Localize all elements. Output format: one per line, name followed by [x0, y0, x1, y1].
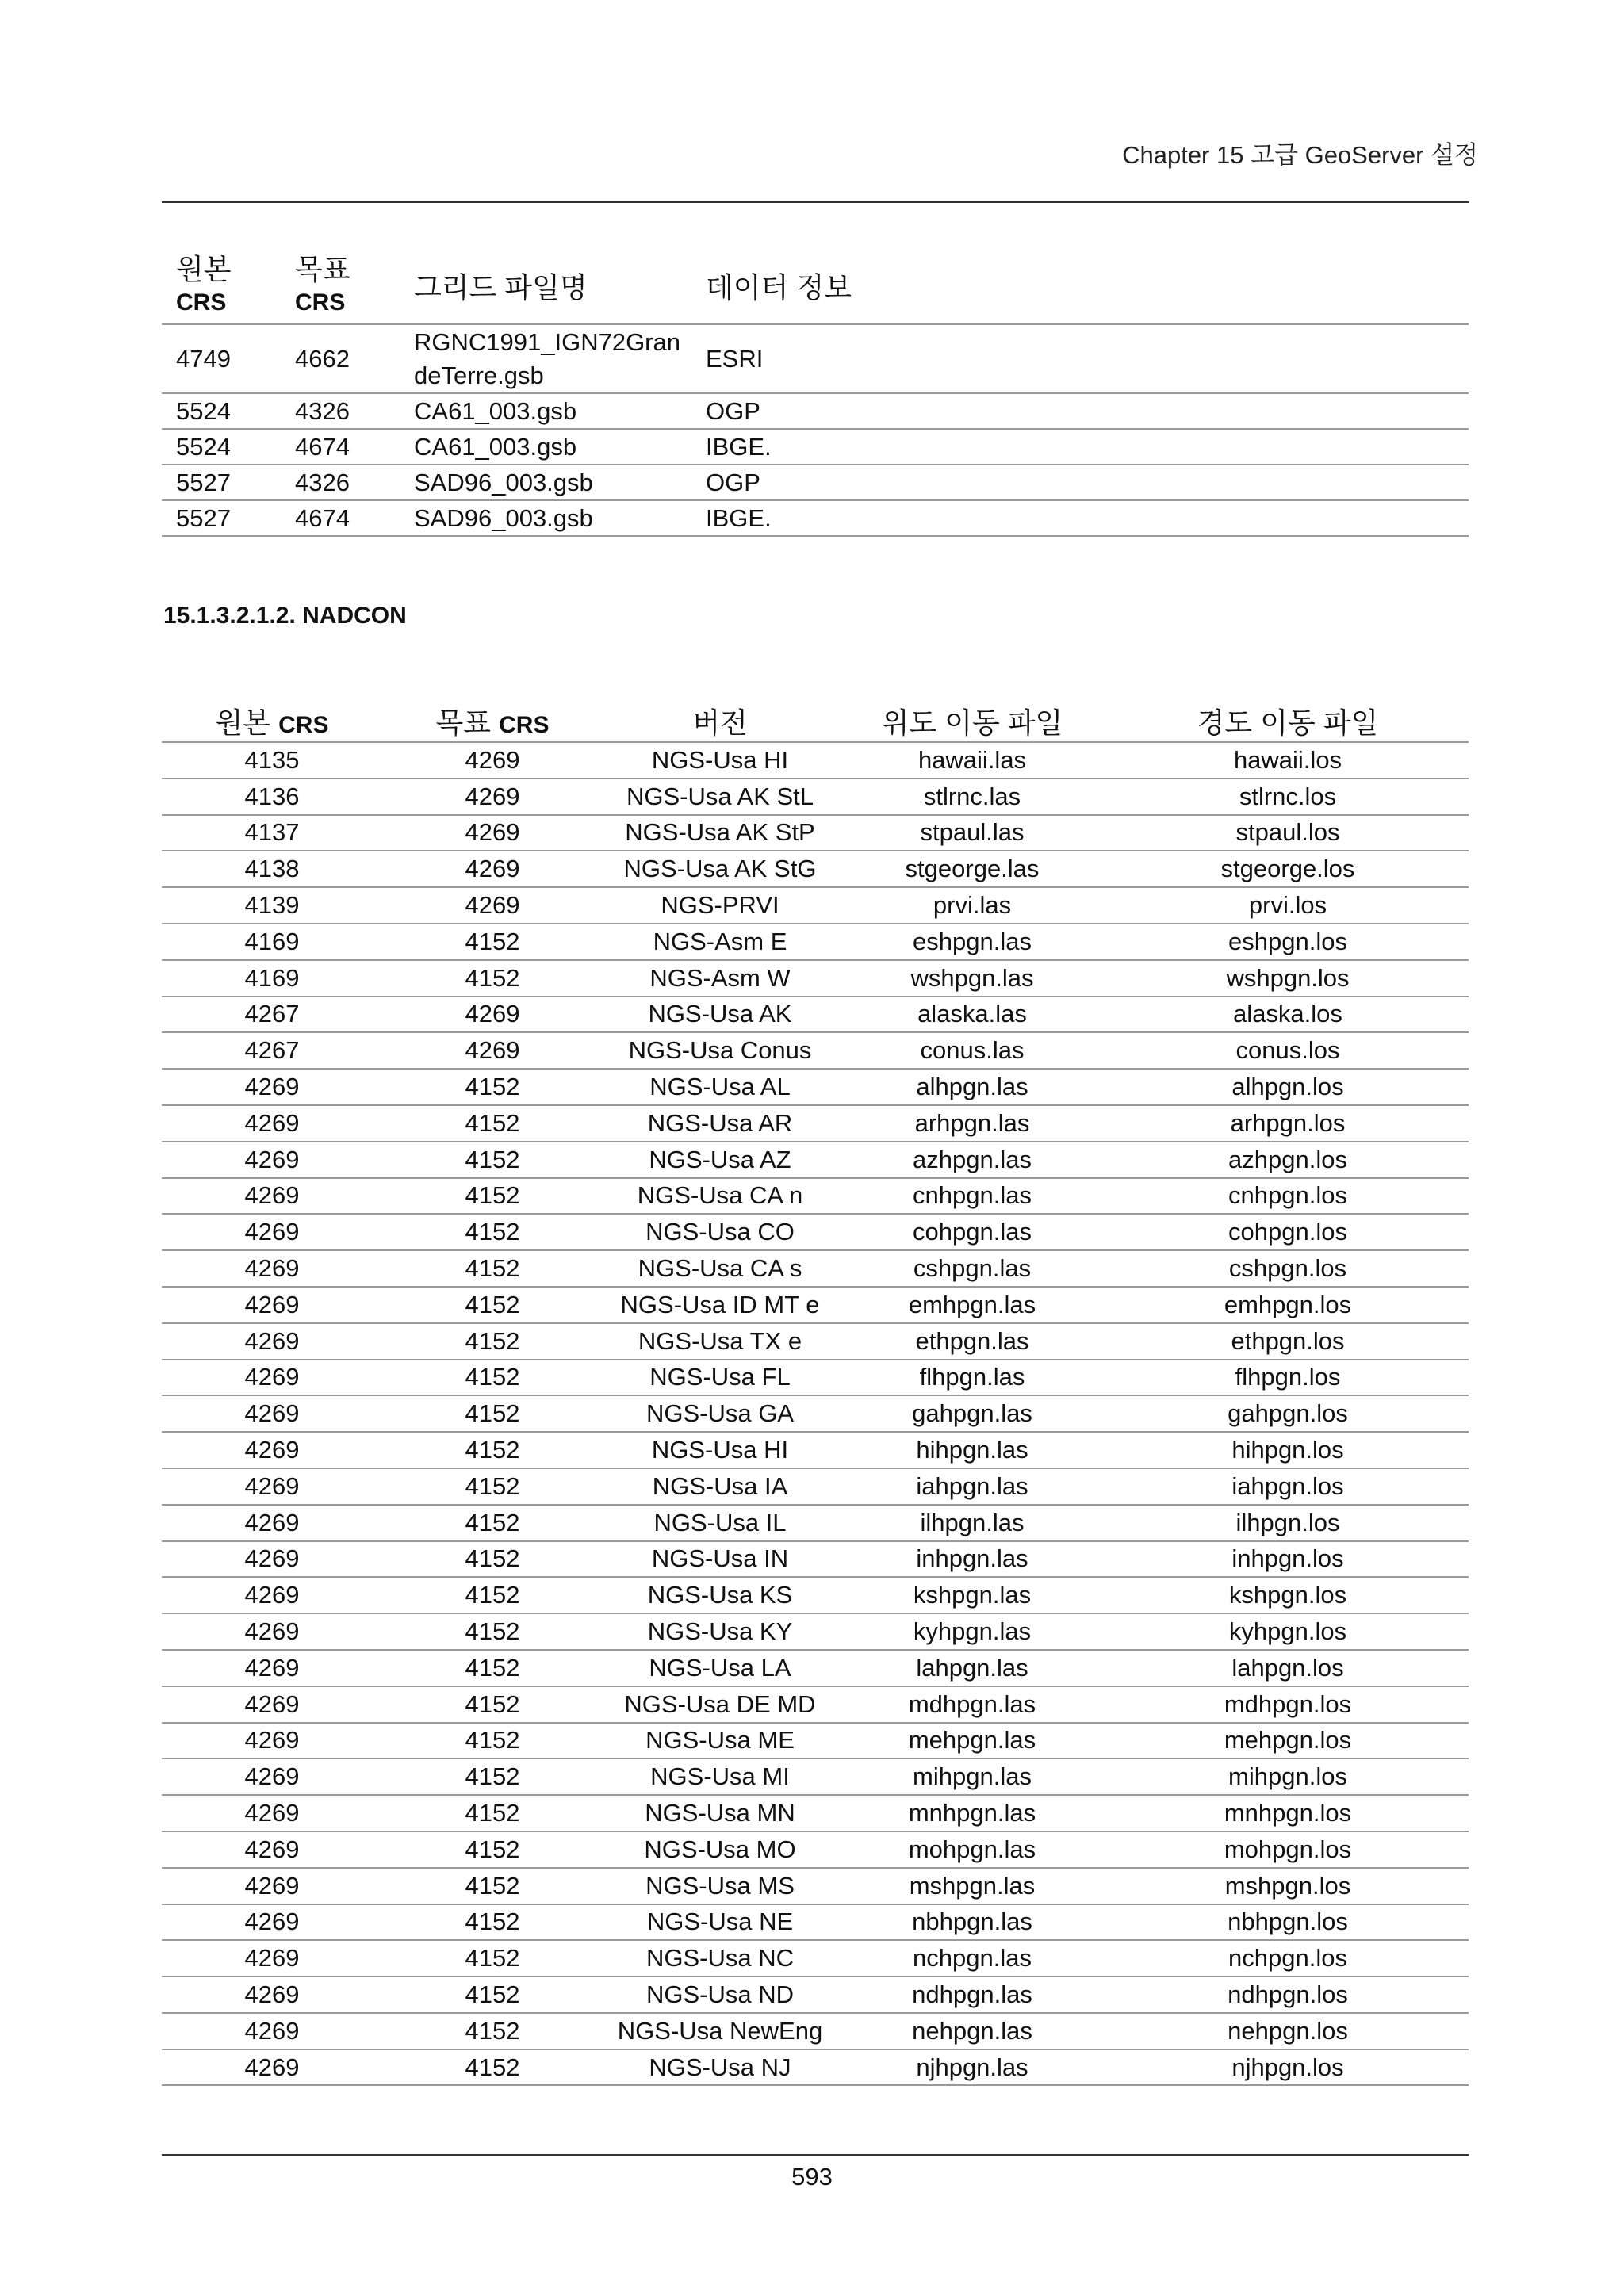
cell-lat-shift-file: stlrnc.las [837, 779, 1107, 815]
cell-lat-shift-file: nchpgn.las [837, 1940, 1107, 1976]
header-source-crs [162, 247, 281, 324]
cell-target-crs: 4269 [382, 997, 603, 1033]
table-row [162, 1904, 1469, 1941]
cell-target-crs: 4152 [382, 1831, 603, 1868]
cell-source-crs: 4138 [162, 851, 382, 887]
cell-source-crs: 4269 [162, 1940, 382, 1976]
table-row [162, 1178, 1469, 1215]
cell-source-crs: 4269 [162, 2013, 382, 2049]
cell-target-crs: 4152 [382, 1904, 603, 1941]
table-row [162, 1032, 1469, 1069]
cell-version: NGS-Usa HI [603, 1432, 837, 1468]
cell-lon-shift-file: mehpgn.los [1107, 1723, 1469, 1759]
cell-version: NGS-Usa AK StP [603, 815, 837, 851]
cell-version: NGS-Usa NE [603, 1904, 837, 1941]
cell-source-crs: 4269 [162, 1613, 382, 1650]
header-lon-shift-file: 경도 이동 파일 [1107, 701, 1469, 742]
header-target-crs-en: CRS [499, 712, 550, 738]
cell-target-crs: 4269 [382, 742, 603, 779]
cell-lat-shift-file: mehpgn.las [837, 1723, 1107, 1759]
cell-version: NGS-Usa NewEng [603, 2013, 837, 2049]
table-row [162, 1105, 1469, 1142]
cell-source-crs: 4269 [162, 1795, 382, 1831]
cell-target-crs: 4152 [382, 1142, 603, 1178]
cell-lat-shift-file: cohpgn.las [837, 1214, 1107, 1250]
cell-version: NGS-Usa HI [603, 742, 837, 779]
table-row [162, 1287, 1469, 1323]
cell-grid-filename: SAD96_003.gsb [400, 465, 691, 500]
header-target-crs-en: CRS [295, 289, 346, 316]
cell-lon-shift-file: kyhpgn.los [1107, 1613, 1469, 1650]
cell-lat-shift-file: cshpgn.las [837, 1250, 1107, 1287]
cell-target-crs: 4152 [382, 960, 603, 997]
cell-target-crs: 4152 [382, 1940, 603, 1976]
cell-target-crs: 4152 [382, 1795, 603, 1831]
cell-version: NGS-Usa MN [603, 1795, 837, 1831]
cell-source-crs: 4269 [162, 1178, 382, 1215]
cell-lon-shift-file: mdhpgn.los [1107, 1686, 1469, 1723]
table-row [162, 500, 1469, 536]
cell-version: NGS-Usa TX e [603, 1323, 837, 1360]
header-source-crs-en: CRS [176, 289, 227, 316]
cell-source-crs: 4267 [162, 997, 382, 1033]
cell-version: NGS-Usa AK StL [603, 779, 837, 815]
cell-lat-shift-file: njhpgn.las [837, 2049, 1107, 2086]
table-row [162, 1069, 1469, 1105]
cell-lat-shift-file: cnhpgn.las [837, 1178, 1107, 1215]
table-row [162, 1650, 1469, 1686]
cell-target-crs: 4662 [281, 324, 400, 393]
grid-table-header-row [162, 247, 1469, 324]
cell-data-info: IBGE. [691, 500, 1469, 536]
cell-grid-filename: CA61_003.gsb [400, 429, 691, 465]
cell-version: NGS-Usa AK StG [603, 851, 837, 887]
cell-source-crs: 4137 [162, 815, 382, 851]
cell-source-crs: 4269 [162, 1395, 382, 1432]
cell-lon-shift-file: iahpgn.los [1107, 1468, 1469, 1505]
table-row [162, 1940, 1469, 1976]
cell-target-crs: 4152 [382, 1758, 603, 1795]
header-lat-shift-file: 위도 이동 파일 [837, 701, 1107, 742]
cell-source-crs: 4269 [162, 1432, 382, 1468]
header-source-crs-ko: 원본 [176, 253, 232, 285]
cell-version: NGS-Usa AK [603, 997, 837, 1033]
cell-lat-shift-file: mnhpgn.las [837, 1795, 1107, 1831]
cell-source-crs: 4269 [162, 1323, 382, 1360]
cell-lat-shift-file: ndhpgn.las [837, 1976, 1107, 2013]
cell-data-info: ESRI [691, 324, 1469, 393]
cell-target-crs: 4152 [382, 1069, 603, 1105]
cell-lat-shift-file: mdhpgn.las [837, 1686, 1107, 1723]
table-row [162, 815, 1469, 851]
cell-target-crs: 4152 [382, 1541, 603, 1578]
cell-source-crs: 4269 [162, 1758, 382, 1795]
cell-target-crs: 4152 [382, 2013, 603, 2049]
cell-target-crs: 4152 [382, 1395, 603, 1432]
table-row [162, 1360, 1469, 1396]
cell-lat-shift-file: flhpgn.las [837, 1360, 1107, 1396]
cell-target-crs: 4269 [382, 887, 603, 924]
cell-version: NGS-Usa ME [603, 1723, 837, 1759]
header-source-crs-en: CRS [278, 712, 329, 738]
table-row [162, 429, 1469, 465]
cell-lon-shift-file: alaska.los [1107, 997, 1469, 1033]
cell-version: NGS-Usa MI [603, 1758, 837, 1795]
table-row [162, 2013, 1469, 2049]
cell-source-crs: 5527 [162, 465, 281, 500]
section-heading: 15.1.3.2.1.2. NADCON [163, 603, 407, 629]
cell-target-crs: 4269 [382, 851, 603, 887]
cell-target-crs: 4152 [382, 2049, 603, 2086]
cell-version: NGS-Usa CO [603, 1214, 837, 1250]
cell-source-crs: 4269 [162, 1360, 382, 1396]
cell-lat-shift-file: alaska.las [837, 997, 1107, 1033]
cell-lon-shift-file: eshpgn.los [1107, 924, 1469, 960]
header-target-crs [382, 701, 603, 742]
cell-lat-shift-file: ethpgn.las [837, 1323, 1107, 1360]
cell-lon-shift-file: wshpgn.los [1107, 960, 1469, 997]
cell-version: NGS-Asm E [603, 924, 837, 960]
cell-source-crs: 4269 [162, 2049, 382, 2086]
cell-source-crs: 4269 [162, 1541, 382, 1578]
table-row [162, 1468, 1469, 1505]
cell-target-crs: 4152 [382, 1723, 603, 1759]
cell-lon-shift-file: nbhpgn.los [1107, 1904, 1469, 1941]
cell-grid-filename: RGNC1991_IGN72Gran deTerre.gsb [400, 324, 691, 393]
cell-version: NGS-Usa GA [603, 1395, 837, 1432]
cell-lon-shift-file: ilhpgn.los [1107, 1505, 1469, 1541]
table-row [162, 1432, 1469, 1468]
cell-source-crs: 4269 [162, 1868, 382, 1904]
cell-target-crs: 4326 [281, 393, 400, 429]
cell-version: NGS-Usa IN [603, 1541, 837, 1578]
table-row [162, 1831, 1469, 1868]
cell-target-crs: 4152 [382, 1613, 603, 1650]
cell-source-crs: 4169 [162, 960, 382, 997]
table-row [162, 1395, 1469, 1432]
cell-lat-shift-file: eshpgn.las [837, 924, 1107, 960]
cell-lat-shift-file: nbhpgn.las [837, 1904, 1107, 1941]
cell-lon-shift-file: alhpgn.los [1107, 1069, 1469, 1105]
cell-lon-shift-file: emhpgn.los [1107, 1287, 1469, 1323]
cell-source-crs: 4267 [162, 1032, 382, 1069]
table-row [162, 1795, 1469, 1831]
cell-lon-shift-file: kshpgn.los [1107, 1577, 1469, 1613]
cell-target-crs: 4152 [382, 1868, 603, 1904]
cell-lat-shift-file: kyhpgn.las [837, 1613, 1107, 1650]
table-row [162, 1577, 1469, 1613]
table-row [162, 393, 1469, 429]
cell-lat-shift-file: emhpgn.las [837, 1287, 1107, 1323]
header-source-crs-ko: 원본 [215, 706, 271, 739]
cell-target-crs: 4152 [382, 1360, 603, 1396]
cell-lon-shift-file: stpaul.los [1107, 815, 1469, 851]
cell-data-info: OGP [691, 465, 1469, 500]
cell-lat-shift-file: gahpgn.las [837, 1395, 1107, 1432]
cell-lat-shift-file: iahpgn.las [837, 1468, 1107, 1505]
cell-grid-filename: CA61_003.gsb [400, 393, 691, 429]
cell-lon-shift-file: conus.los [1107, 1032, 1469, 1069]
cell-lat-shift-file: conus.las [837, 1032, 1107, 1069]
cell-lon-shift-file: nchpgn.los [1107, 1940, 1469, 1976]
cell-source-crs: 4269 [162, 1686, 382, 1723]
cell-lat-shift-file: ilhpgn.las [837, 1505, 1107, 1541]
table-row [162, 1214, 1469, 1250]
cell-source-crs: 4269 [162, 1214, 382, 1250]
cell-version: NGS-Usa LA [603, 1650, 837, 1686]
grid-file-table [162, 247, 1469, 537]
cell-target-crs: 4269 [382, 815, 603, 851]
cell-lat-shift-file: hawaii.las [837, 742, 1107, 779]
cell-source-crs: 4269 [162, 1468, 382, 1505]
cell-target-crs: 4152 [382, 1976, 603, 2013]
table-row [162, 1976, 1469, 2013]
cell-lon-shift-file: stgeorge.los [1107, 851, 1469, 887]
table-row [162, 324, 1469, 393]
cell-lon-shift-file: mohpgn.los [1107, 1831, 1469, 1868]
table-row [162, 960, 1469, 997]
cell-version: NGS-Usa Conus [603, 1032, 837, 1069]
cell-lon-shift-file: hihpgn.los [1107, 1432, 1469, 1468]
cell-lat-shift-file: hihpgn.las [837, 1432, 1107, 1468]
cell-lon-shift-file: lahpgn.los [1107, 1650, 1469, 1686]
cell-target-crs: 4152 [382, 1323, 603, 1360]
cell-lat-shift-file: alhpgn.las [837, 1069, 1107, 1105]
table-row [162, 1868, 1469, 1904]
cell-source-crs: 4269 [162, 1142, 382, 1178]
table-row [162, 465, 1469, 500]
cell-lon-shift-file: azhpgn.los [1107, 1142, 1469, 1178]
cell-data-info: OGP [691, 393, 1469, 429]
header-source-crs [162, 701, 382, 742]
cell-source-crs: 4749 [162, 324, 281, 393]
header-rule [162, 201, 1469, 203]
nadcon-table-body [162, 742, 1469, 2085]
cell-lat-shift-file: arhpgn.las [837, 1105, 1107, 1142]
cell-grid-filename: SAD96_003.gsb [400, 500, 691, 536]
table-row [162, 997, 1469, 1033]
cell-source-crs: 4269 [162, 1831, 382, 1868]
cell-version: NGS-Usa KY [603, 1613, 837, 1650]
table-row [162, 2049, 1469, 2086]
cell-lon-shift-file: cnhpgn.los [1107, 1178, 1469, 1215]
header-version: 버전 [603, 701, 837, 742]
cell-lon-shift-file: hawaii.los [1107, 742, 1469, 779]
cell-version: NGS-PRVI [603, 887, 837, 924]
cell-lon-shift-file: gahpgn.los [1107, 1395, 1469, 1432]
cell-target-crs: 4269 [382, 1032, 603, 1069]
table-row [162, 1142, 1469, 1178]
cell-lon-shift-file: ethpgn.los [1107, 1323, 1469, 1360]
table-row [162, 1505, 1469, 1541]
cell-version: NGS-Usa IL [603, 1505, 837, 1541]
cell-lat-shift-file: stpaul.las [837, 815, 1107, 851]
cell-target-crs: 4152 [382, 1287, 603, 1323]
cell-source-crs: 4269 [162, 1505, 382, 1541]
cell-version: NGS-Usa NC [603, 1940, 837, 1976]
cell-version: NGS-Usa CA n [603, 1178, 837, 1215]
cell-target-crs: 4269 [382, 779, 603, 815]
cell-lon-shift-file: mnhpgn.los [1107, 1795, 1469, 1831]
cell-target-crs: 4152 [382, 1214, 603, 1250]
cell-lon-shift-file: stlrnc.los [1107, 779, 1469, 815]
running-header: Chapter 15 고급 GeoServer 설정 [1122, 141, 1478, 169]
cell-target-crs: 4326 [281, 465, 400, 500]
cell-lat-shift-file: stgeorge.las [837, 851, 1107, 887]
table-row [162, 742, 1469, 779]
table-row [162, 851, 1469, 887]
table-row [162, 1613, 1469, 1650]
cell-target-crs: 4152 [382, 1105, 603, 1142]
cell-version: NGS-Usa ID MT e [603, 1287, 837, 1323]
cell-source-crs: 4269 [162, 1904, 382, 1941]
cell-source-crs: 4269 [162, 1250, 382, 1287]
cell-lat-shift-file: kshpgn.las [837, 1577, 1107, 1613]
nadcon-table-header-row [162, 701, 1469, 742]
cell-target-crs: 4152 [382, 1505, 603, 1541]
cell-version: NGS-Usa NJ [603, 2049, 837, 2086]
cell-lat-shift-file: inhpgn.las [837, 1541, 1107, 1578]
cell-lon-shift-file: arhpgn.los [1107, 1105, 1469, 1142]
cell-version: NGS-Usa FL [603, 1360, 837, 1396]
table-row [162, 1758, 1469, 1795]
cell-target-crs: 4152 [382, 1686, 603, 1723]
cell-target-crs: 4152 [382, 1250, 603, 1287]
cell-source-crs: 4269 [162, 1976, 382, 2013]
cell-lat-shift-file: prvi.las [837, 887, 1107, 924]
page-number: 593 [791, 2163, 833, 2191]
grid-table-body [162, 324, 1469, 536]
cell-target-crs: 4152 [382, 1577, 603, 1613]
table-row [162, 1686, 1469, 1723]
table-row [162, 1250, 1469, 1287]
cell-lat-shift-file: lahpgn.las [837, 1650, 1107, 1686]
cell-version: NGS-Usa CA s [603, 1250, 837, 1287]
cell-data-info: IBGE. [691, 429, 1469, 465]
header-target-crs-ko: 목표 [435, 706, 492, 739]
cell-source-crs: 4139 [162, 887, 382, 924]
cell-version: NGS-Usa IA [603, 1468, 837, 1505]
cell-source-crs: 4269 [162, 1723, 382, 1759]
cell-version: NGS-Usa KS [603, 1577, 837, 1613]
cell-lon-shift-file: cshpgn.los [1107, 1250, 1469, 1287]
cell-source-crs: 4269 [162, 1650, 382, 1686]
cell-lon-shift-file: mshpgn.los [1107, 1868, 1469, 1904]
cell-lon-shift-file: ndhpgn.los [1107, 1976, 1469, 2013]
cell-version: NGS-Usa MS [603, 1868, 837, 1904]
cell-target-crs: 4674 [281, 500, 400, 536]
cell-source-crs: 4135 [162, 742, 382, 779]
header-target-crs-ko: 목표 [295, 253, 350, 285]
cell-version: NGS-Usa AL [603, 1069, 837, 1105]
cell-source-crs: 4136 [162, 779, 382, 815]
nadcon-table [162, 701, 1469, 2086]
cell-source-crs: 5524 [162, 429, 281, 465]
cell-lon-shift-file: cohpgn.los [1107, 1214, 1469, 1250]
table-row [162, 1541, 1469, 1578]
table-row [162, 887, 1469, 924]
cell-source-crs: 4169 [162, 924, 382, 960]
cell-version: NGS-Usa AR [603, 1105, 837, 1142]
cell-source-crs: 5524 [162, 393, 281, 429]
cell-source-crs: 4269 [162, 1069, 382, 1105]
cell-lon-shift-file: njhpgn.los [1107, 2049, 1469, 2086]
table-row [162, 1723, 1469, 1759]
cell-lat-shift-file: mshpgn.las [837, 1868, 1107, 1904]
cell-lat-shift-file: azhpgn.las [837, 1142, 1107, 1178]
header-data-info: 데이터 정보 [691, 247, 1469, 324]
cell-lat-shift-file: mohpgn.las [837, 1831, 1107, 1868]
header-grid-filename: 그리드 파일명 [400, 247, 691, 324]
cell-version: NGS-Usa ND [603, 1976, 837, 2013]
cell-target-crs: 4152 [382, 924, 603, 960]
table-row [162, 924, 1469, 960]
cell-source-crs: 5527 [162, 500, 281, 536]
cell-lon-shift-file: inhpgn.los [1107, 1541, 1469, 1578]
footer-rule [162, 2154, 1469, 2156]
cell-lon-shift-file: nehpgn.los [1107, 2013, 1469, 2049]
cell-lat-shift-file: mihpgn.las [837, 1758, 1107, 1795]
cell-target-crs: 4152 [382, 1432, 603, 1468]
cell-source-crs: 4269 [162, 1287, 382, 1323]
cell-lon-shift-file: flhpgn.los [1107, 1360, 1469, 1396]
cell-source-crs: 4269 [162, 1577, 382, 1613]
cell-source-crs: 4269 [162, 1105, 382, 1142]
cell-target-crs: 4152 [382, 1178, 603, 1215]
table-row [162, 779, 1469, 815]
cell-lon-shift-file: mihpgn.los [1107, 1758, 1469, 1795]
cell-target-crs: 4674 [281, 429, 400, 465]
header-target-crs [281, 247, 400, 324]
cell-target-crs: 4152 [382, 1650, 603, 1686]
cell-lat-shift-file: nehpgn.las [837, 2013, 1107, 2049]
cell-version: NGS-Usa DE MD [603, 1686, 837, 1723]
cell-version: NGS-Asm W [603, 960, 837, 997]
cell-lon-shift-file: prvi.los [1107, 887, 1469, 924]
cell-version: NGS-Usa AZ [603, 1142, 837, 1178]
table-row [162, 1323, 1469, 1360]
cell-lat-shift-file: wshpgn.las [837, 960, 1107, 997]
cell-version: NGS-Usa MO [603, 1831, 837, 1868]
cell-target-crs: 4152 [382, 1468, 603, 1505]
